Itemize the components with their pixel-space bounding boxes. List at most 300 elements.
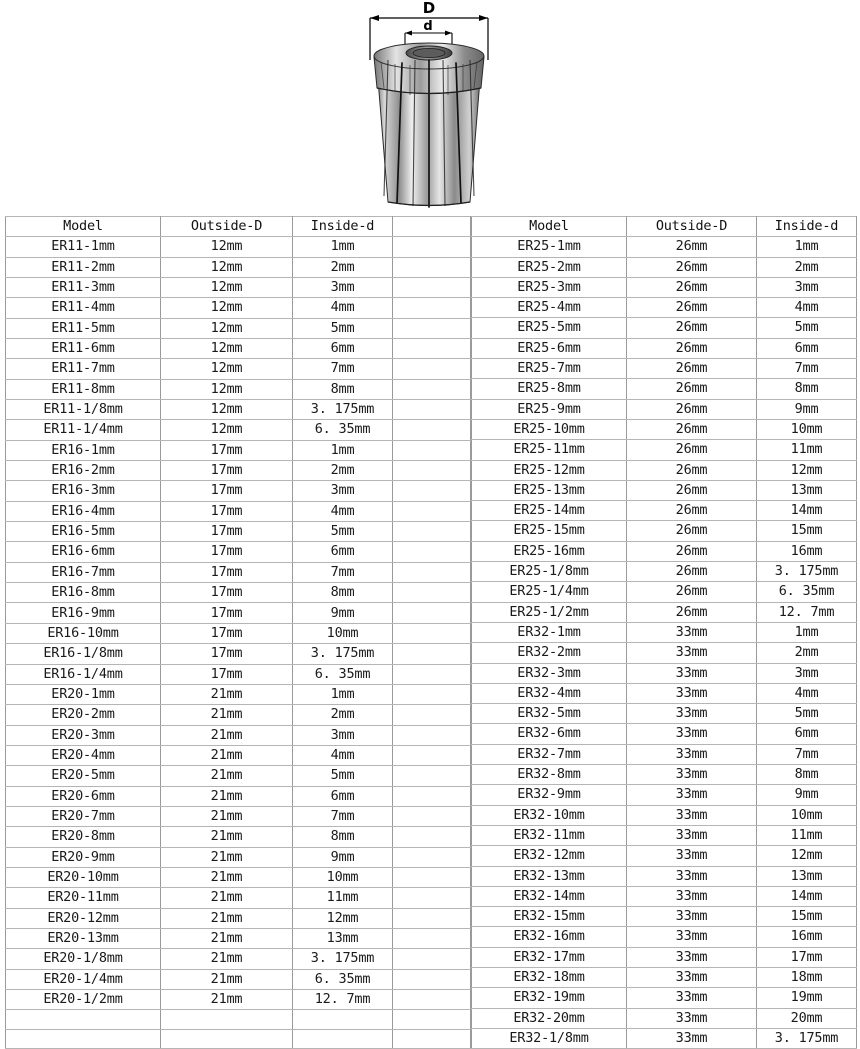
spacer-cell (393, 440, 471, 460)
cell-inside-d: 6mm (293, 542, 393, 562)
table-row (6, 623, 471, 643)
spacer-cell (393, 725, 471, 745)
cell-model: ER16-5mm (6, 522, 161, 542)
table-row (472, 399, 857, 419)
table-row (6, 379, 471, 399)
cell-outside-d: 33mm (627, 622, 757, 642)
column-header-model: Model (472, 217, 627, 237)
table-row (6, 644, 471, 664)
table-row (472, 298, 857, 318)
cell-model: ER25-2mm (472, 257, 627, 277)
table-row (472, 704, 857, 724)
cell-inside-d: 13mm (757, 866, 857, 886)
table-row (6, 766, 471, 786)
cell-outside-d: 21mm (161, 786, 293, 806)
table-row (472, 683, 857, 703)
cell-inside-d: 3. 175mm (293, 400, 393, 420)
cell-model: ER16-7mm (6, 562, 161, 582)
cell-outside-d: 33mm (627, 765, 757, 785)
spacer-cell (393, 644, 471, 664)
cell-model: ER32-9mm (472, 785, 627, 805)
table-row (472, 521, 857, 541)
dimension-D-label: D (422, 0, 436, 17)
table-row (472, 947, 857, 967)
cell-inside-d: 14mm (757, 886, 857, 906)
cell-outside-d: 26mm (627, 298, 757, 318)
cell-model: ER16-2mm (6, 461, 161, 481)
table-row (472, 907, 857, 927)
cell-model: ER20-1/8mm (6, 949, 161, 969)
cell-model: ER16-8mm (6, 583, 161, 603)
cell-outside-d: 26mm (627, 277, 757, 297)
cell-outside-d: 21mm (161, 928, 293, 948)
spacer-cell (393, 542, 471, 562)
cell-outside-d: 21mm (161, 725, 293, 745)
cell-outside-d: 33mm (627, 967, 757, 987)
cell-outside-d: 17mm (161, 461, 293, 481)
cell-outside-d: 26mm (627, 318, 757, 338)
cell-inside-d: 6. 35mm (293, 969, 393, 989)
table-row (6, 725, 471, 745)
cell-inside-d: 20mm (757, 1008, 857, 1028)
cell-model: ER32-8mm (472, 765, 627, 785)
cell-model: ER20-13mm (6, 928, 161, 948)
cell-outside-d: 17mm (161, 481, 293, 501)
cell-outside-d: 17mm (161, 542, 293, 562)
table-row (6, 237, 471, 257)
cell-inside-d: 17mm (757, 947, 857, 967)
spec-table-right-body (472, 237, 857, 1049)
cell-model: ER20-7mm (6, 806, 161, 826)
column-header-outside-d: Outside-D (161, 217, 293, 237)
cell-inside-d: 3. 175mm (757, 562, 857, 582)
table-row (6, 257, 471, 277)
cell-model: ER25-8mm (472, 379, 627, 399)
cell-inside-d: 3mm (757, 663, 857, 683)
spec-table-right (471, 216, 857, 1049)
cell-outside-d: 17mm (161, 644, 293, 664)
table-row (472, 744, 857, 764)
cell-outside-d: 26mm (627, 440, 757, 460)
cell-outside-d: 17mm (161, 501, 293, 521)
cell-model: ER11-1/4mm (6, 420, 161, 440)
table-row (6, 400, 471, 420)
cell-outside-d: 21mm (161, 969, 293, 989)
cell-inside-d: 6mm (757, 338, 857, 358)
cell-outside-d: 26mm (627, 359, 757, 379)
table-row (472, 866, 857, 886)
cell-inside-d: 4mm (293, 745, 393, 765)
spec-table-left (5, 216, 471, 1049)
cell-inside-d: 4mm (757, 683, 857, 703)
cell-outside-d: 33mm (627, 785, 757, 805)
table-row (472, 582, 857, 602)
cell-outside-d: 21mm (161, 888, 293, 908)
column-header-inside-d: Inside-d (757, 217, 857, 237)
cell-model: ER11-6mm (6, 339, 161, 359)
cell-inside-d: 5mm (293, 766, 393, 786)
table-row (472, 886, 857, 906)
cell-model: ER32-6mm (472, 724, 627, 744)
cell-outside-d: 17mm (161, 522, 293, 542)
cell-empty (293, 1029, 393, 1048)
table-row (6, 867, 471, 887)
cell-model: ER25-12mm (472, 460, 627, 480)
cell-model: ER20-8mm (6, 827, 161, 847)
table-header-row-right (472, 217, 857, 237)
cell-inside-d: 12mm (757, 460, 857, 480)
cell-inside-d: 9mm (757, 785, 857, 805)
cell-outside-d: 26mm (627, 541, 757, 561)
cell-model: ER20-2mm (6, 705, 161, 725)
cell-model: ER25-4mm (472, 298, 627, 318)
cell-outside-d: 21mm (161, 684, 293, 704)
spec-table-left-body (6, 237, 471, 1049)
spacer-cell (393, 277, 471, 297)
table-row (472, 825, 857, 845)
cell-outside-d: 33mm (627, 907, 757, 927)
cell-inside-d: 10mm (293, 623, 393, 643)
cell-inside-d: 10mm (757, 805, 857, 825)
cell-inside-d: 4mm (757, 298, 857, 318)
cell-inside-d: 8mm (293, 827, 393, 847)
cell-inside-d: 3mm (293, 725, 393, 745)
cell-inside-d: 19mm (757, 988, 857, 1008)
table-row (472, 785, 857, 805)
cell-model: ER20-3mm (6, 725, 161, 745)
cell-model: ER25-1mm (472, 237, 627, 257)
cell-inside-d: 3mm (293, 481, 393, 501)
spacer-cell (393, 786, 471, 806)
cell-outside-d: 33mm (627, 683, 757, 703)
table-row (472, 1028, 857, 1048)
cell-outside-d: 12mm (161, 339, 293, 359)
cell-model: ER25-13mm (472, 480, 627, 500)
cell-outside-d: 17mm (161, 440, 293, 460)
cell-inside-d: 3. 175mm (293, 949, 393, 969)
cell-outside-d: 21mm (161, 908, 293, 928)
table-row (6, 847, 471, 867)
spacer-cell (393, 949, 471, 969)
cell-model: ER16-9mm (6, 603, 161, 623)
table-row (472, 338, 857, 358)
spacer-cell (393, 908, 471, 928)
spacer-cell (393, 928, 471, 948)
cell-inside-d: 7mm (757, 744, 857, 764)
cell-model: ER25-3mm (472, 277, 627, 297)
spacer-cell (393, 1029, 471, 1048)
cell-outside-d: 26mm (627, 501, 757, 521)
collet-body (374, 43, 484, 207)
cell-model: ER16-1mm (6, 440, 161, 460)
cell-model: ER11-8mm (6, 379, 161, 399)
table-row (6, 664, 471, 684)
spacer-cell (393, 623, 471, 643)
cell-model: ER32-17mm (472, 947, 627, 967)
cell-outside-d: 17mm (161, 623, 293, 643)
cell-inside-d: 2mm (757, 643, 857, 663)
er-collet-chuck-illustration (340, 0, 520, 210)
table-row (6, 949, 471, 969)
cell-inside-d: 3. 175mm (757, 1028, 857, 1048)
column-header-inside-d: Inside-d (293, 217, 393, 237)
cell-inside-d: 11mm (293, 888, 393, 908)
column-header-model: Model (6, 217, 161, 237)
cell-outside-d: 33mm (627, 988, 757, 1008)
cell-inside-d: 8mm (293, 583, 393, 603)
cell-inside-d: 12. 7mm (757, 602, 857, 622)
spacer-cell (393, 461, 471, 481)
cell-model: ER32-12mm (472, 846, 627, 866)
cell-model: ER25-14mm (472, 501, 627, 521)
cell-outside-d: 33mm (627, 663, 757, 683)
cell-model: ER32-1/8mm (472, 1028, 627, 1048)
cell-inside-d: 16mm (757, 541, 857, 561)
cell-model: ER32-1mm (472, 622, 627, 642)
cell-inside-d: 1mm (293, 684, 393, 704)
cell-model: ER20-10mm (6, 867, 161, 887)
table-row (472, 318, 857, 338)
table-row (6, 481, 471, 501)
table-row (472, 562, 857, 582)
cell-model: ER32-20mm (472, 1008, 627, 1028)
table-row (6, 583, 471, 603)
table-row (472, 419, 857, 439)
cell-outside-d: 12mm (161, 257, 293, 277)
cell-outside-d: 12mm (161, 318, 293, 338)
cell-inside-d: 7mm (293, 359, 393, 379)
spacer-cell (393, 522, 471, 542)
table-row (6, 461, 471, 481)
cell-inside-d: 2mm (757, 257, 857, 277)
table-row (6, 705, 471, 725)
cell-empty (293, 1010, 393, 1029)
cell-inside-d: 15mm (757, 521, 857, 541)
table-row (6, 277, 471, 297)
cell-model: ER32-15mm (472, 907, 627, 927)
cell-model: ER20-1/2mm (6, 990, 161, 1010)
table-row (6, 786, 471, 806)
cell-inside-d: 9mm (757, 399, 857, 419)
spacer-cell (393, 827, 471, 847)
spacer-cell (393, 562, 471, 582)
cell-inside-d: 6mm (293, 339, 393, 359)
table-row (6, 928, 471, 948)
cell-outside-d: 17mm (161, 562, 293, 582)
spacer-cell (393, 847, 471, 867)
cell-outside-d: 33mm (627, 886, 757, 906)
column-header-outside-d: Outside-D (627, 217, 757, 237)
table-row (472, 440, 857, 460)
table-row (6, 318, 471, 338)
cell-inside-d: 10mm (293, 867, 393, 887)
cell-outside-d: 33mm (627, 643, 757, 663)
cell-inside-d: 14mm (757, 501, 857, 521)
cell-inside-d: 7mm (293, 806, 393, 826)
cell-outside-d: 26mm (627, 379, 757, 399)
cell-outside-d: 33mm (627, 1028, 757, 1048)
cell-inside-d: 7mm (293, 562, 393, 582)
cell-inside-d: 12. 7mm (293, 990, 393, 1010)
cell-model: ER32-2mm (472, 643, 627, 663)
cell-inside-d: 1mm (293, 440, 393, 460)
table-row (472, 1008, 857, 1028)
table-row (6, 827, 471, 847)
table-row (6, 603, 471, 623)
cell-model: ER25-15mm (472, 521, 627, 541)
table-row (472, 460, 857, 480)
table-row (6, 501, 471, 521)
table-row (6, 888, 471, 908)
spacer-cell (393, 583, 471, 603)
cell-model: ER16-1/4mm (6, 664, 161, 684)
cell-inside-d: 3mm (757, 277, 857, 297)
cell-outside-d: 26mm (627, 480, 757, 500)
spacer-cell (393, 237, 471, 257)
cell-model: ER32-19mm (472, 988, 627, 1008)
spacer-cell (393, 339, 471, 359)
table-row (6, 969, 471, 989)
cell-inside-d: 4mm (293, 501, 393, 521)
table-header-row-left (6, 217, 471, 237)
spacer-cell (393, 379, 471, 399)
cell-outside-d: 33mm (627, 846, 757, 866)
spacer-cell (393, 481, 471, 501)
table-row (472, 359, 857, 379)
spacer-cell (393, 318, 471, 338)
cell-outside-d: 12mm (161, 277, 293, 297)
cell-inside-d: 9mm (293, 847, 393, 867)
table-row (6, 806, 471, 826)
cell-inside-d: 10mm (757, 419, 857, 439)
cell-model: ER25-1/8mm (472, 562, 627, 582)
spacer-cell (393, 603, 471, 623)
cell-inside-d: 11mm (757, 440, 857, 460)
table-row (6, 440, 471, 460)
table-row (6, 420, 471, 440)
cell-model: ER25-1/4mm (472, 582, 627, 602)
spacer-cell (393, 501, 471, 521)
cell-empty (6, 1029, 161, 1048)
cell-model: ER20-4mm (6, 745, 161, 765)
table-row (472, 927, 857, 947)
cell-inside-d: 8mm (757, 379, 857, 399)
spacer-cell (393, 1010, 471, 1029)
cell-outside-d: 33mm (627, 805, 757, 825)
spacer-cell (393, 888, 471, 908)
cell-model: ER16-10mm (6, 623, 161, 643)
dimension-d-label: d (423, 19, 433, 34)
cell-outside-d: 26mm (627, 460, 757, 480)
cell-outside-d: 26mm (627, 399, 757, 419)
cell-outside-d: 26mm (627, 419, 757, 439)
cell-outside-d: 33mm (627, 947, 757, 967)
cell-model: ER32-13mm (472, 866, 627, 886)
cell-inside-d: 8mm (757, 765, 857, 785)
cell-model: ER16-4mm (6, 501, 161, 521)
cell-inside-d: 5mm (757, 318, 857, 338)
cell-inside-d: 2mm (293, 257, 393, 277)
cell-model: ER20-12mm (6, 908, 161, 928)
cell-outside-d: 21mm (161, 867, 293, 887)
table-row (472, 501, 857, 521)
cell-outside-d: 21mm (161, 806, 293, 826)
spacer-cell (393, 420, 471, 440)
table-row (6, 684, 471, 704)
cell-outside-d: 21mm (161, 745, 293, 765)
cell-model: ER32-7mm (472, 744, 627, 764)
cell-model: ER25-7mm (472, 359, 627, 379)
table-row (472, 805, 857, 825)
cell-model: ER25-1/2mm (472, 602, 627, 622)
cell-inside-d: 12mm (757, 846, 857, 866)
table-row (6, 908, 471, 928)
cell-inside-d: 1mm (757, 622, 857, 642)
cell-outside-d: 17mm (161, 603, 293, 623)
table-row (472, 967, 857, 987)
table-row (472, 379, 857, 399)
cell-outside-d: 21mm (161, 827, 293, 847)
cell-outside-d: 21mm (161, 847, 293, 867)
cell-outside-d: 33mm (627, 1008, 757, 1028)
cell-model: ER11-2mm (6, 257, 161, 277)
cell-model: ER25-11mm (472, 440, 627, 460)
cell-model: ER32-5mm (472, 704, 627, 724)
cell-model: ER11-1mm (6, 237, 161, 257)
spacer-cell (393, 969, 471, 989)
cell-model: ER32-18mm (472, 967, 627, 987)
cell-outside-d: 33mm (627, 825, 757, 845)
cell-inside-d: 3mm (293, 277, 393, 297)
spacer-cell (393, 867, 471, 887)
specification-tables (5, 216, 855, 1049)
cell-inside-d: 5mm (293, 522, 393, 542)
cell-outside-d: 26mm (627, 237, 757, 257)
cell-empty (161, 1029, 293, 1048)
cell-model: ER32-16mm (472, 927, 627, 947)
table-row-empty (6, 1029, 471, 1048)
spacer-cell (393, 298, 471, 318)
cell-model: ER16-6mm (6, 542, 161, 562)
table-row (6, 745, 471, 765)
cell-model: ER32-3mm (472, 663, 627, 683)
table-row (472, 724, 857, 744)
cell-empty (161, 1010, 293, 1029)
cell-model: ER20-5mm (6, 766, 161, 786)
cell-inside-d: 2mm (293, 461, 393, 481)
spacer-cell (393, 766, 471, 786)
table-row (6, 339, 471, 359)
cell-inside-d: 11mm (757, 825, 857, 845)
table-row (472, 765, 857, 785)
cell-inside-d: 9mm (293, 603, 393, 623)
cell-outside-d: 12mm (161, 379, 293, 399)
cell-inside-d: 8mm (293, 379, 393, 399)
cell-model: ER16-3mm (6, 481, 161, 501)
cell-model: ER16-1/8mm (6, 644, 161, 664)
cell-model: ER20-6mm (6, 786, 161, 806)
cell-model: ER11-5mm (6, 318, 161, 338)
cell-inside-d: 5mm (293, 318, 393, 338)
table-row (6, 359, 471, 379)
table-row (472, 643, 857, 663)
cell-outside-d: 26mm (627, 521, 757, 541)
cell-outside-d: 21mm (161, 705, 293, 725)
cell-outside-d: 17mm (161, 583, 293, 603)
spacer-cell (393, 990, 471, 1010)
cell-model: ER25-5mm (472, 318, 627, 338)
cell-inside-d: 13mm (757, 480, 857, 500)
